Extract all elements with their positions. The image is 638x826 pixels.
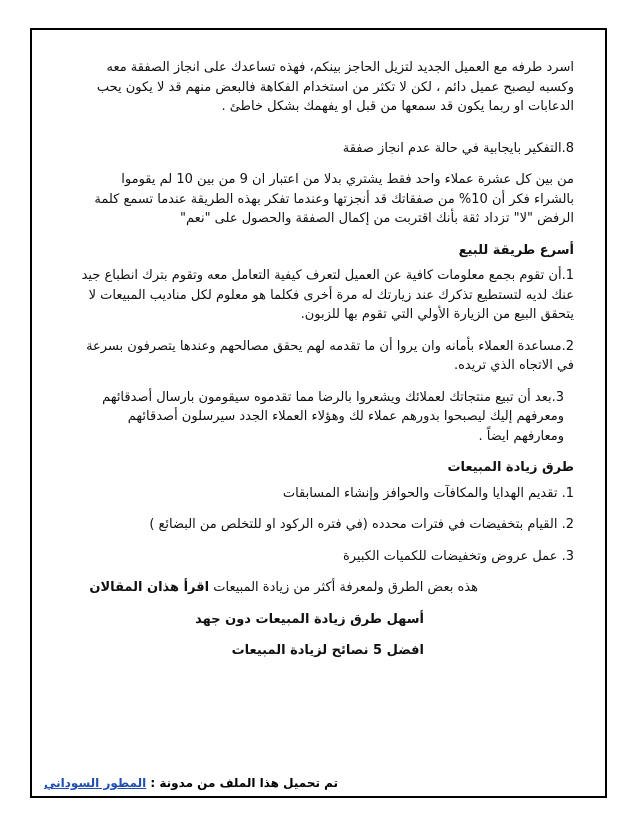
increase-item-1: 1. تقديم الهدايا والمكافآت والحوافز وإنشاء المسابقات bbox=[282, 485, 574, 501]
fastest-item-1-line-2: عنك لديه لتستطيع تذكرك عند زيارتك له مرة أخرى فكلما هو معلوم لكل مناديب المبيعات لا bbox=[88, 287, 574, 303]
more-link[interactable]: اقرأ هذان المقالان bbox=[89, 580, 210, 595]
section8-line-2: بالشراء فكر أن 10% من صفقاتك قد أنجزتها وعندما تفكر بهذه الطريقة عندما تسمع كلمة bbox=[94, 191, 574, 207]
more-prefix: هذه بعض الطرق ولمعرفة أكثر من زيادة المبيعات bbox=[213, 580, 478, 595]
fastest-item-1-line-1: 1.أن تقوم بجمع معلومات كافية عن العميل لتعرف كيفية التعامل معه وتقوم بترك انطباع جيد bbox=[81, 268, 574, 283]
fastest-item-1-line-3: يتحقق البيع من الزيارة الأولي التي تقوم بها للزبون. bbox=[300, 307, 574, 322]
article-link-1[interactable]: أسهل طرق زيادة المبيعات دون جهد bbox=[195, 611, 424, 627]
section8-title: 8.التفكير بايجابية في حالة عدم انجاز صفقة bbox=[342, 140, 574, 156]
fastest-item-3 bbox=[56, 388, 574, 447]
fastest-item-2-line-2: في الاتجاه الذي تريده. bbox=[453, 358, 574, 373]
fastest-item-3-line-1: 3.بعد أن تبيع منتجاتك لعملائك ويشعروا بالرضا مما تقدموه سيقومون بارسال أصدقائهم bbox=[102, 389, 564, 405]
footer bbox=[44, 776, 524, 790]
intro-line-3: الدعابات او ربما يكون قد سمعها من قبل او يفهمك بشكل خاطئ . bbox=[221, 99, 574, 114]
increase-item-3: 3. عمل عروض وتخفيضات للكميات الكبيرة bbox=[342, 548, 574, 564]
intro-line-2: وكسبه ليصبح عميل دائم ، لكن لا تكثر من استخدام الفكاهة فالبعض منهم قد لا يكون يحب bbox=[96, 79, 574, 95]
document-body bbox=[56, 58, 574, 661]
section8-body bbox=[56, 170, 574, 229]
footer-blog-link[interactable]: المطور السوداني bbox=[44, 776, 147, 790]
footer-text: تم تحميل هذا الملف من مدونة : bbox=[150, 776, 339, 790]
section8-line-3: الرفض "لا" تزداد ثقة بأنك اقتربت من إكمال الصفقة والحصول على "نعم" bbox=[180, 211, 574, 226]
fastest-sale-heading: أسرع طريقة للبيع bbox=[458, 242, 574, 258]
fastest-item-1 bbox=[56, 266, 574, 325]
intro-line-1: اسرد طرفه مع العميل الجديد لتزيل الحاجز بينكم، فهذه تساعدك على انجاز الصفقة معه bbox=[106, 60, 574, 75]
increase-sales-heading: طرق زيادة المبيعات bbox=[447, 460, 574, 475]
fastest-item-2 bbox=[56, 337, 574, 376]
article-link-2[interactable]: افضل 5 نصائح لزيادة المبيعات bbox=[231, 643, 424, 658]
fastest-item-3-line-3: ومعارفهم ايضاً . bbox=[478, 428, 564, 444]
fastest-item-2-line-1: 2.مساعدة العملاء بأمانه وان يروا أن ما تقدمه لهم يحقق مصالحهم وعندها يتصرفون بسرعة bbox=[86, 338, 574, 354]
section8-line-1: من بين كل عشرة عملاء واحد فقط يشتري بدلا من اعتبار ان 9 من بين 10 لم يقوموا bbox=[121, 172, 574, 187]
fastest-item-3-line-2: ومعرفهم إليك ليصبحوا بدورهم عملاء لك وهؤلاء العملاء الجدد سيرسلون أصدقائهم bbox=[127, 409, 564, 424]
more-articles-line bbox=[56, 578, 574, 598]
increase-item-2: 2. القيام بتخفيضات في فترات محدده (في فتره الركود او للتخلص من البضائع ) bbox=[149, 517, 574, 532]
